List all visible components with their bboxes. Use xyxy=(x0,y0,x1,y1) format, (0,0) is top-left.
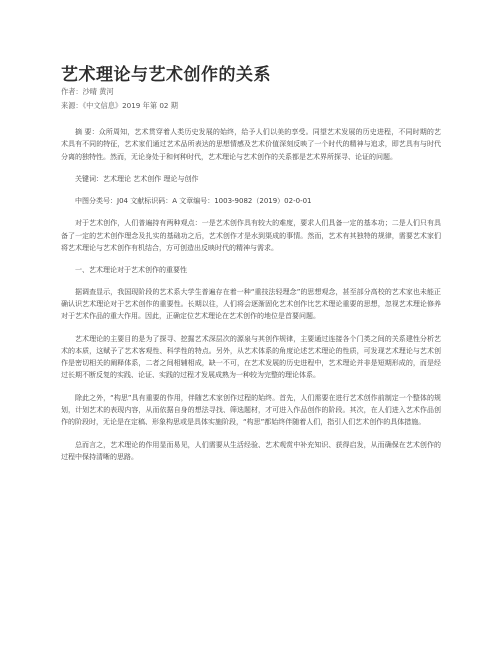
body-paragraph: 除此之外，“构思”具有重要的作用，伴随艺术家创作过程的始终。首先，人们需要在进行艺术创作前制定一个整体的规划，计划艺术的表现内容，从而依据自身的想法寻找、筛选题材，才可进入作品创作的阶段。其次，在人们进入艺术作品创作的阶段时，无论是在定稿、形象构思或是具体实施阶段，“构思”都始终伴随着人们，指引人们艺术创作的具体措施。 xyxy=(61,393,441,427)
body-paragraph: 艺术理论的主要目的是为了探寻、挖掘艺术深层次的源泉与其创作规律，主要通过连接各个门类之间的关系建性分析艺术的本质，这赋予了艺术客观性、科学性的特点。另外，从艺术体系的角度论述艺术理论的性质，可发现艺术理论与艺术创作是密切相关的阐释体系，二者之间相辅相成，缺一不可，在艺术发展的历史进程中，艺术理论并非是短期形成的，而是经过长期不断反复的实践、论证、实践的过程才发展成熟为一种较为完整的理论体系。 xyxy=(61,334,441,380)
body-paragraph: 对于艺术创作，人们普遍持有两种观点：一是艺术创作具有较大的难度，要求人们具备一定的基本功；二是人们只有具备了一定的艺术创作理念及扎实的基础功之后，艺术创作才是水到渠成的事情。然而，艺术有其独特的规律，需要艺术家们将艺术理论与艺术创作有机结合，方可创造出反映时代的精神与需求。 xyxy=(61,219,441,253)
classification-paragraph: 中图分类号：J04 文献标识码：A 文章编号：1003-9082（2019）02-0-01 xyxy=(75,197,312,206)
source-line: 来源：《中文信息》2019 年第 02 期 xyxy=(61,101,178,110)
abstract-paragraph: 摘 要：众所周知，艺术贯穿着人类历史发展的始终，给予人们以美的享受。同望艺术发展的历史进程，不同时期的艺术具有不同的特征，艺术家们通过艺术品所表达的思想情感及艺术价值深刻反映了一个时代的精神与追求，即艺具有与时代分离的独特性。然而，无论身处于和何种时代，艺术理论与艺术创作的关系都是艺术界所探寻、论证的问题。 xyxy=(61,128,441,161)
keywords-paragraph: 关键词：艺术理论 艺术创作 理论与创作 xyxy=(75,174,199,183)
article-body xyxy=(61,126,441,473)
body-paragraph: 据调查显示，我国现阶段的艺术系大学生普遍存在着一种“重技法轻理念”的思想观念，甚至部分高校的艺术家也未能正确认识艺术理论对于艺术创作的重要性。长期以往，人们将会逐渐固化艺术创作比艺术理论重要的思想，忽视艺术理论修养对于艺术作品的重大作用。因此，正确定位艺术理论在艺术创作的地位是首要问题。 xyxy=(61,287,441,321)
section-heading: 一、艺术理论对于艺术创作的重要性 xyxy=(75,266,187,275)
body-paragraph: 总而言之，艺术理论的作用显而易见，人们需要从生活经验、艺术观赏中补充知识、获得启发，从而确保在艺术创作的过程中保持清晰的思路。 xyxy=(61,440,441,461)
author-line: 作者：沙晴 黄河 xyxy=(61,87,114,96)
article-title: 艺术理论与艺术创作的关系 xyxy=(61,65,271,85)
